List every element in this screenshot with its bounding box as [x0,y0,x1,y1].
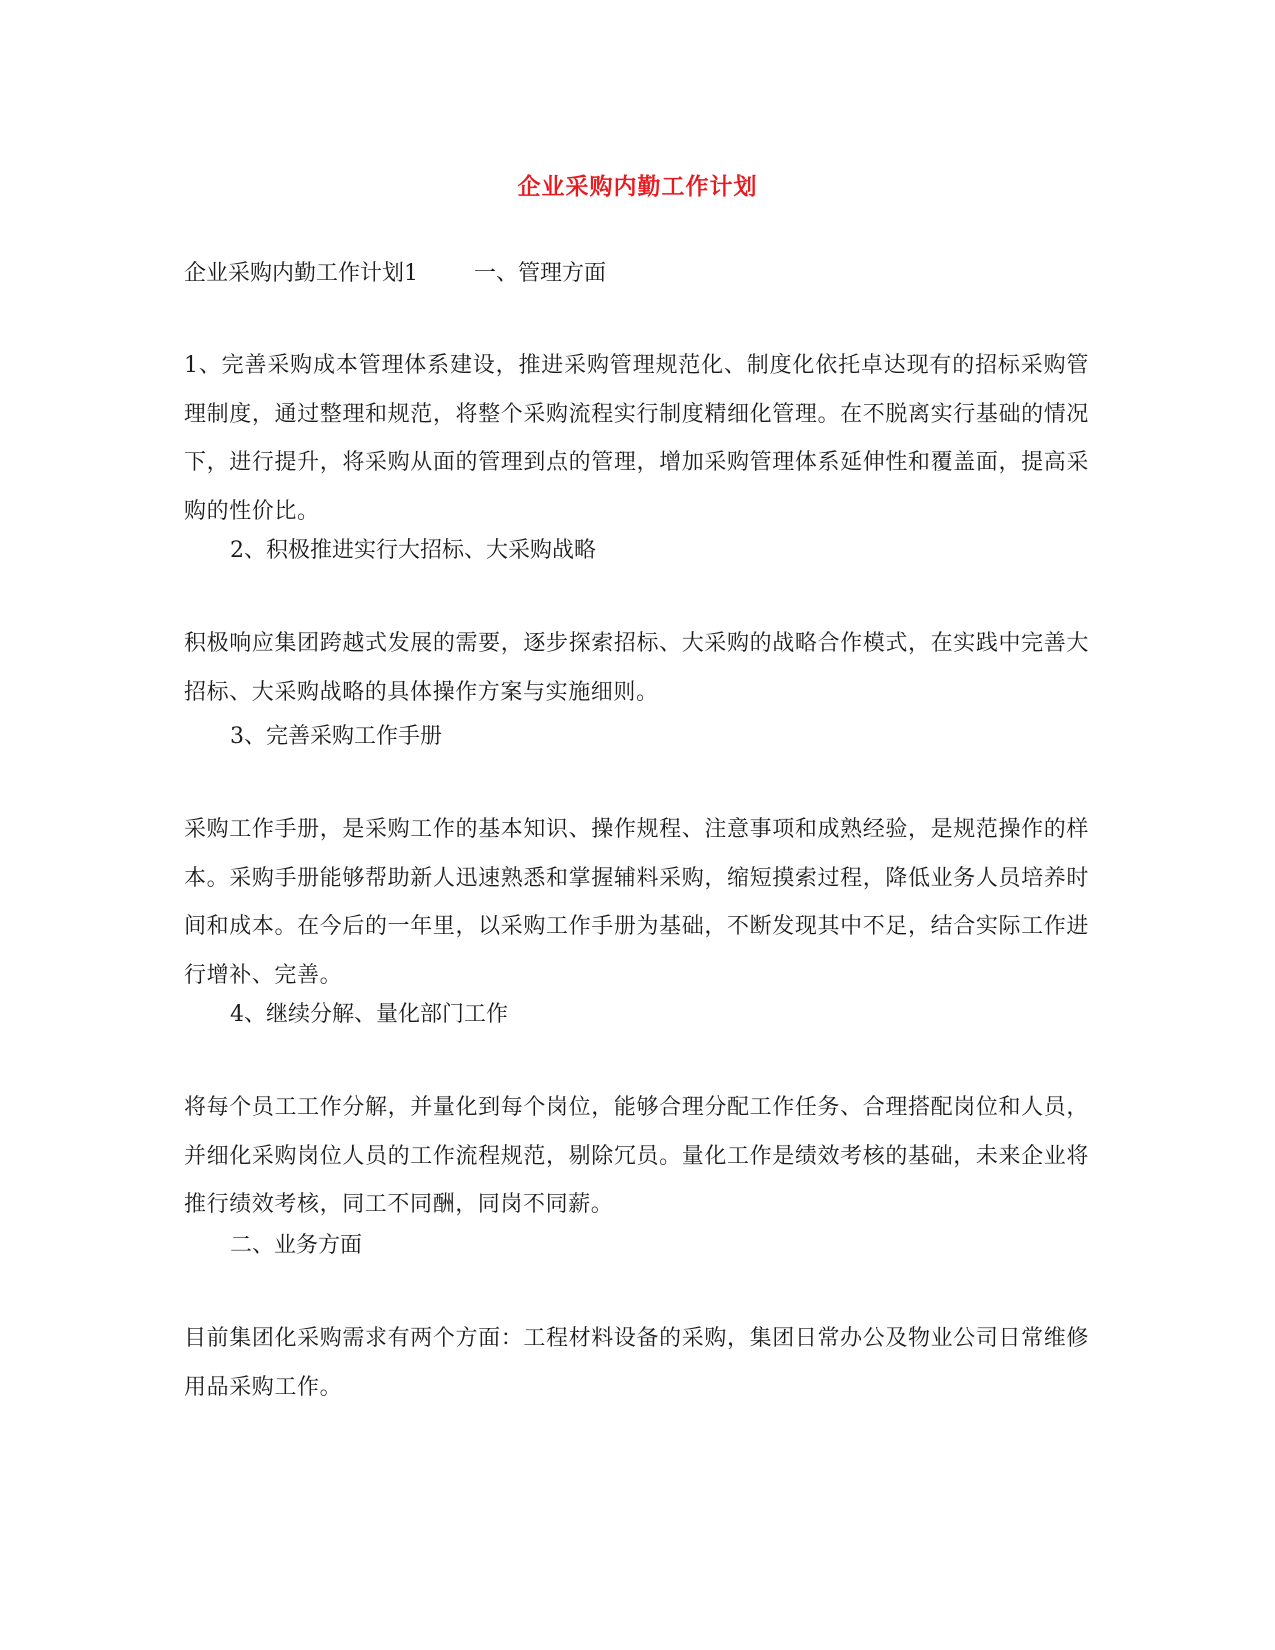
subheading-3: 3、完善采购工作手册 [230,724,442,749]
paragraph-5: 目前集团化采购需求有两个方面：工程材料设备的采购，集团日常办公及物业公司日常维修用品采购工作。 [184,1326,1089,1400]
document-title: 企业采购内勤工作计划 [517,173,758,200]
section-heading-management: 一、管理方面 [474,261,607,286]
subheading-2: 2、积极推进实行大招标、大采购战略 [230,538,596,563]
paragraph-2: 积极响应集团跨越式发展的需要，逐步探索招标、大采购的战略合作模式，在实践中完善大招标、大采购战略的具体操作方案与实施细则。 [184,631,1089,705]
section-heading-business: 二、业务方面 [230,1233,363,1258]
paragraph-3: 采购工作手册，是采购工作的基本知识、操作规程、注意事项和成熟经验，是规范操作的样本。采购手册能够帮助新人迅速熟悉和掌握辅料采购，缩短摸索过程，降低业务人员培养时间和成本。在今后的一年里，以采购工作手册为基础，不断发现其中不足，结合实际工作进行增补、完善。 [184,817,1089,988]
intro-label: 企业采购内勤工作计划1 [184,261,418,286]
paragraph-4: 将每个员工工作分解，并量化到每个岗位，能够合理分配工作任务、合理搭配岗位和人员，并细化采购岗位人员的工作流程规范，剔除冗员。量化工作是绩效考核的基础，未来企业将推行绩效考核，同工不同酬，同岗不同薪。 [184,1095,1089,1217]
intro-line [184,250,1089,298]
subheading-4: 4、继续分解、量化部门工作 [230,1002,508,1027]
paragraph-1: 1、完善采购成本管理体系建设，推进采购管理规范化、制度化依托卓达现有的招标采购管理制度，通过整理和规范，将整个采购流程实行制度精细化管理。在不脱离实行基础的情况下，进行提升，将采购从面的管理到点的管理，增加采购管理体系延伸性和覆盖面，提高采购的性价比。 [184,353,1089,524]
